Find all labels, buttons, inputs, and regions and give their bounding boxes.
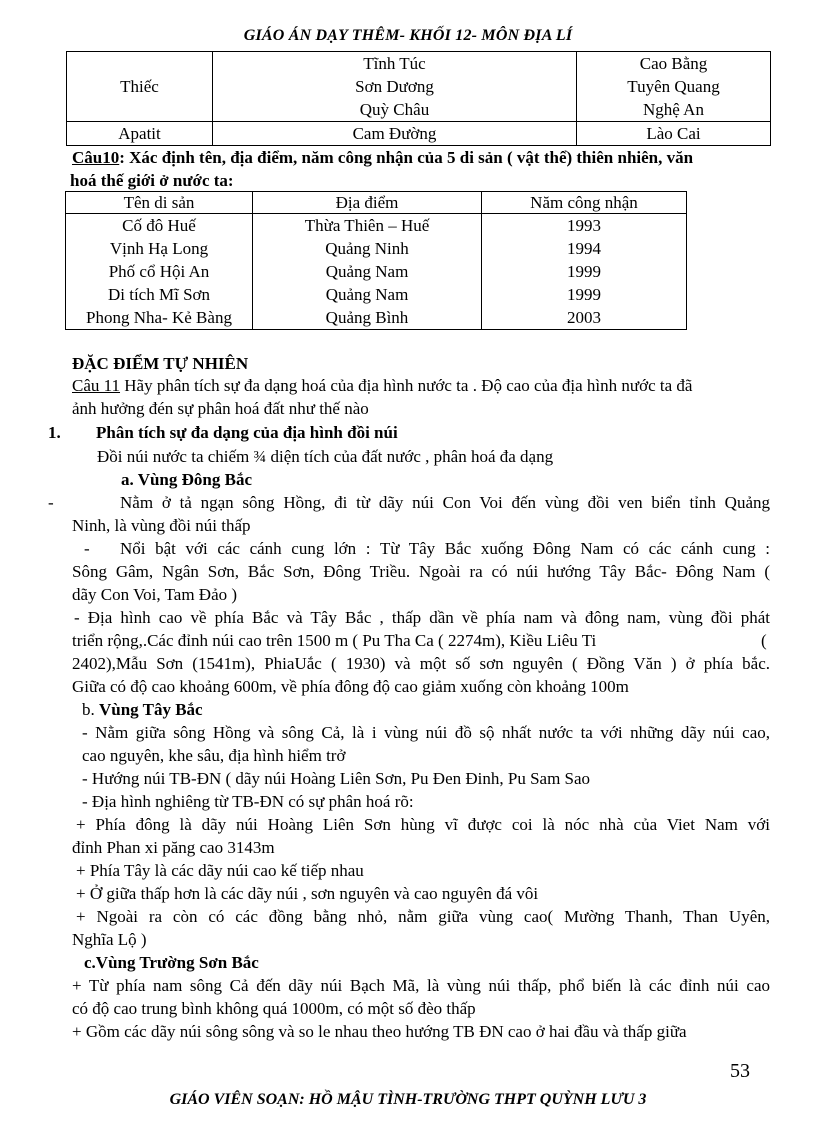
taybac-line9: + Ngoài ra còn có các đồng bằng nhỏ, nằm giữa vùng cao( Mường Thanh, Than Uyên, [76, 907, 770, 926]
heritage-year: 2003 [482, 306, 687, 330]
province-name: Nghệ An [643, 100, 704, 119]
heritage-location: Quảng Nam [253, 283, 482, 306]
page-footer: GIÁO VIÊN SOẠN: HỒ MẬU TÌNH-TRƯỜNG THPT QUỲNH LƯU 3 [169, 1091, 647, 1108]
place-name: Quỳ Châu [359, 100, 430, 119]
taybac-line4: - Địa hình nghiêng từ TB-ĐN có sự phân hoá rõ: [82, 792, 414, 811]
place-name: Sơn Dương [355, 77, 434, 96]
taybac-line8: + Ở giữa thấp hơn là các dãy núi , sơn nguyên và cao nguyên đá vôi [76, 884, 539, 903]
page-number: 53 [730, 1060, 750, 1082]
dongbac-p3-line3: 2402),Mẫu Sơn (1541m), PhiaUắc ( 1930) và một số sơn nguyên ( Đồng Văn ) ở phía bắc. [72, 654, 770, 673]
header-cell: Năm công nhận [482, 192, 687, 214]
heritage-year: 1994 [482, 237, 687, 260]
taybac-heading [82, 698, 203, 721]
dongbac-title: a. Vùng Đông Bắc [121, 470, 252, 489]
heritage-name: Phố cổ Hội An [66, 260, 253, 283]
heritage-location: Quảng Bình [253, 306, 482, 330]
truongsonbac-line1: + Từ phía nam sông Cả đến dãy núi Bạch Mã, là vùng núi thấp, phổ biến là các đỉnh núi cao [72, 976, 770, 995]
taybac-prefix: b. [82, 700, 99, 719]
cau10-label: Câu10 [72, 148, 120, 167]
heritage-year: 1993 [482, 214, 687, 238]
heritage-name: Di tích Mĩ Sơn [66, 283, 253, 306]
item1-title: Phân tích sự đa dạng của địa hình đồi núi [96, 423, 398, 442]
dongbac-p3-line2: triển rộng,.Các đỉnh núi cao trên 1500 m ( Pu Tha Ca ( 2274m), Kiều Liêu Ti [72, 631, 597, 650]
province-name: Tuyên Quang [627, 77, 720, 96]
provinces-cell [577, 52, 771, 122]
taybac-line3: - Hướng núi TB-ĐN ( dãy núi Hoàng Liên Sơn, Pu Đen Đinh, Pu Sam Sao [82, 769, 591, 788]
dongbac-p1-line1: Nằm ở tả ngạn sông Hồng, đi từ dãy núi Con Voi đến vùng đồi ven biển tỉnh Quảng [120, 493, 770, 512]
table-row [66, 283, 687, 306]
dongbac-p2-line1: Nổi bật với các cánh cung lớn : Từ Tây Bắc xuống Đông Nam có các cánh cung : [120, 539, 770, 558]
taybac-line6: đỉnh Phan xi păng cao 3143m [72, 838, 275, 857]
table-row [66, 214, 687, 238]
heritage-location: Quảng Nam [253, 260, 482, 283]
dongbac-p1-line2: Ninh, là vùng đồi núi thấp [72, 516, 251, 535]
dongbac-p2-line3: dãy Con Voi, Tam Đảo ) [72, 585, 238, 604]
taybac-line1: - Nằm giữa sông Hồng và sông Cả, là i vùng núi đồ sộ nhất nước ta với những dãy núi cao, [82, 723, 770, 742]
intro-text: Đồi núi nước ta chiếm ¾ diện tích của đất nước , phân hoá đa dạng [97, 447, 554, 466]
page-header: GIÁO ÁN DẠY THÊM- KHỐI 12- MÔN ĐỊA LÍ [243, 27, 573, 44]
dongbac-p3-line4: Giữa có độ cao khoảng 600m, về phía đông độ cao giảm xuống còn khoảng 100m [72, 677, 629, 696]
table-row [66, 260, 687, 283]
cau10-line2: hoá thế giới ở nước ta: [70, 171, 234, 190]
minerals-table [66, 51, 771, 146]
taybac-line10: Nghĩa Lộ ) [72, 930, 147, 949]
heritage-name: Cố đô Huế [66, 214, 253, 238]
taybac-line5: + Phía đông là dãy núi Hoàng Liên Sơn hùng vĩ được coi là nóc nhà của Viet Nam với [76, 815, 770, 834]
header-cell: Địa điểm [253, 192, 482, 214]
heritage-location: Thừa Thiên – Huế [253, 214, 482, 238]
dash-marker: - [84, 539, 90, 558]
province-name: Cao Bằng [639, 54, 708, 73]
truongsonbac-line3: + Gồm các dãy núi sông sông và so le nhau theo hướng TB ĐN cao ở hai đầu và thấp giữa [72, 1022, 687, 1041]
cau11-label: Câu 11 [72, 376, 121, 395]
table-row [66, 306, 687, 330]
places-cell [213, 52, 577, 122]
dongbac-p3-line1: - Địa hình cao về phía Bắc và Tây Bắc , thấp dần về phía nam và đông nam, vùng đồi phát [74, 608, 770, 627]
taybac-title: Vùng Tây Bắc [99, 700, 203, 719]
heritage-year: 1999 [482, 260, 687, 283]
mineral-cell: Apatit [67, 122, 213, 146]
heritage-location: Quảng Ninh [253, 237, 482, 260]
provinces-cell: Lào Cai [577, 122, 771, 146]
heritage-table [65, 191, 687, 330]
table-header-row [66, 192, 687, 214]
heritage-name: Vịnh Hạ Long [66, 237, 253, 260]
dongbac-p3-paren: ( [761, 631, 767, 650]
table-row [67, 122, 771, 146]
taybac-line2: cao nguyên, khe sâu, địa hình hiểm trở [82, 746, 346, 765]
heritage-year: 1999 [482, 283, 687, 306]
dash-marker: - [48, 493, 54, 512]
cau11-line1: Hãy phân tích sự đa dạng hoá của địa hình nước ta . Độ cao của địa hình nước ta đã [120, 376, 693, 395]
taybac-line7: + Phía Tây là các dãy núi cao kế tiếp nhau [76, 861, 364, 880]
heritage-name: Phong Nha- Kẻ Bàng [66, 306, 253, 330]
table-row [67, 52, 771, 122]
table-row [66, 237, 687, 260]
header-cell: Tên di sản [66, 192, 253, 214]
cau11-question [72, 374, 772, 420]
dongbac-p2-line2: Sông Gâm, Ngân Sơn, Bắc Sơn, Đông Triều. Ngoài ra có núi hướng Tây Bắc- Đông Nam ( [72, 562, 770, 581]
truongsonbac-title: c.Vùng Trường Sơn Bắc [84, 953, 259, 972]
section-title: ĐẶC ĐIỂM TỰ NHIÊN [72, 354, 249, 373]
places-cell: Cam Đường [213, 122, 577, 146]
cau10-line1: : Xác định tên, địa điểm, năm công nhận của 5 di sản ( vật thể) thiên nhiên, văn [119, 148, 694, 167]
mineral-cell: Thiếc [67, 52, 213, 122]
truongsonbac-line2: có độ cao trung bình không quá 1000m, có một số đèo thấp [72, 999, 476, 1018]
cau11-line2: ảnh hưởng đén sự phân hoá đất như thế nào [72, 399, 369, 418]
item1-number: 1. [48, 423, 61, 442]
cau10-question [72, 146, 772, 192]
place-name: Tĩnh Túc [363, 54, 426, 73]
